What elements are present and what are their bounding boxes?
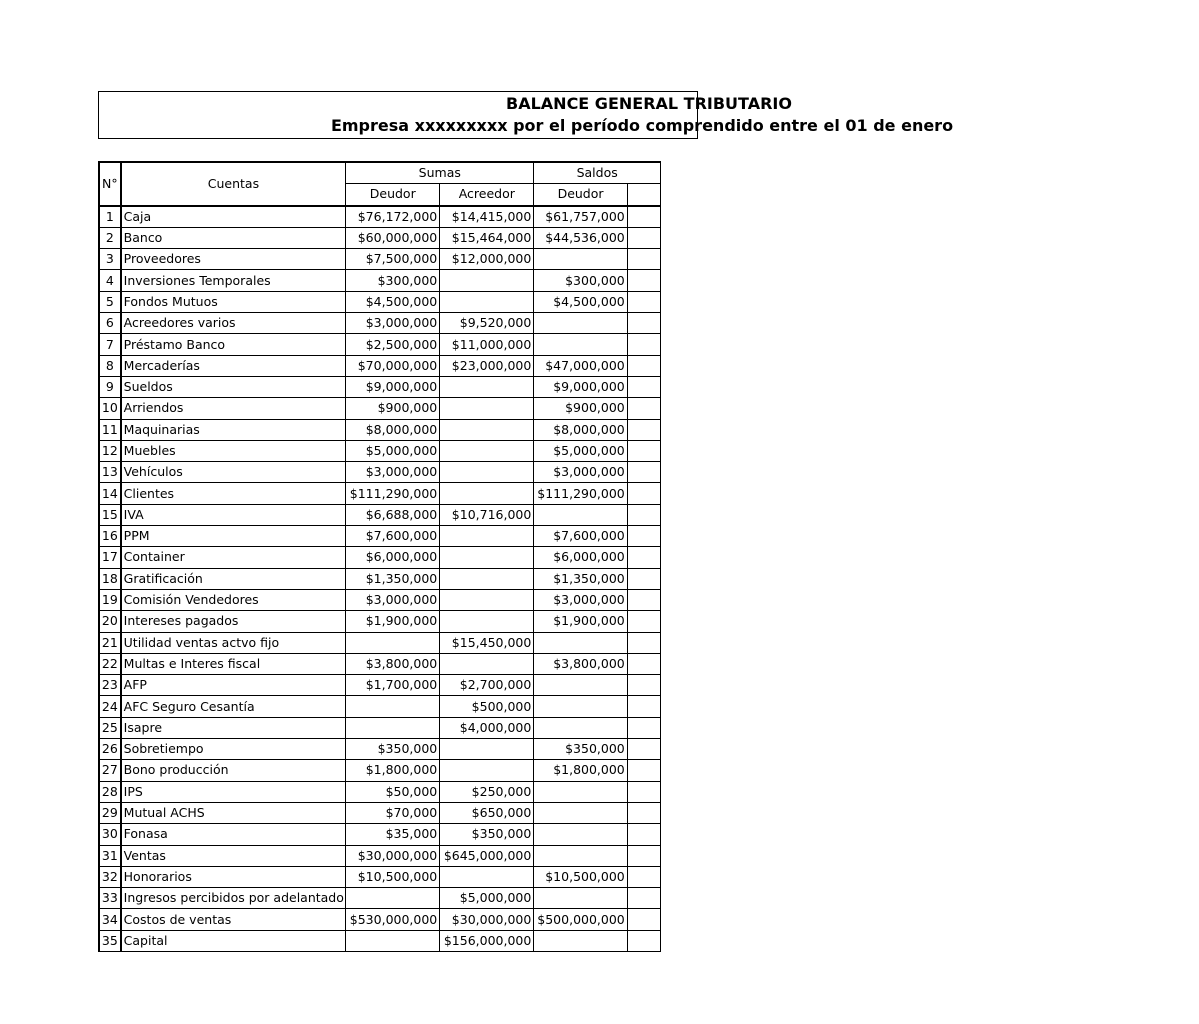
sumas-acreedor-cell[interactable]: $156,000,000 xyxy=(440,930,534,951)
balance-table-header xyxy=(99,162,661,206)
report-subtitle: Empresa xxxxxxxxx por el período comprendido entre el 01 de enero xyxy=(330,116,954,135)
sumas-acreedor-cell[interactable] xyxy=(440,611,534,632)
sumas-acreedor-cell[interactable] xyxy=(440,866,534,887)
saldos-acreedor-cell[interactable] xyxy=(627,313,660,334)
row-number[interactable]: 30 xyxy=(99,824,121,845)
sumas-deudor-cell[interactable]: $1,800,000 xyxy=(346,760,440,781)
saldos-acreedor-cell[interactable] xyxy=(627,717,660,738)
sumas-acreedor-cell[interactable]: $250,000 xyxy=(440,781,534,802)
sumas-acreedor-cell[interactable] xyxy=(440,653,534,674)
sumas-deudor-cell[interactable]: $1,700,000 xyxy=(346,675,440,696)
saldos-acreedor-cell[interactable] xyxy=(627,802,660,823)
sumas-deudor-cell[interactable]: $7,500,000 xyxy=(346,249,440,270)
saldos-deudor-cell[interactable] xyxy=(534,717,627,738)
row-number[interactable]: 21 xyxy=(99,632,121,653)
table-row xyxy=(99,589,661,610)
table-row xyxy=(99,888,661,909)
row-number[interactable]: 14 xyxy=(99,483,121,504)
row-number[interactable]: 17 xyxy=(99,547,121,568)
sumas-deudor-cell[interactable]: $8,000,000 xyxy=(346,419,440,440)
saldos-acreedor-cell[interactable] xyxy=(627,611,660,632)
sumas-deudor-cell[interactable] xyxy=(346,888,440,909)
account-name[interactable]: Capital xyxy=(121,930,346,951)
account-name[interactable]: Gratificación xyxy=(121,568,346,589)
balance-table xyxy=(98,161,661,952)
account-name[interactable]: Honorarios xyxy=(121,866,346,887)
row-number[interactable]: 19 xyxy=(99,589,121,610)
saldos-acreedor-cell[interactable] xyxy=(627,675,660,696)
sumas-deudor-cell[interactable] xyxy=(346,696,440,717)
saldos-deudor-cell[interactable]: $9,000,000 xyxy=(534,376,627,397)
header-sumas-acreedor: Acreedor xyxy=(440,184,534,206)
header-saldos-deudor: Deudor xyxy=(534,184,627,206)
saldos-acreedor-cell[interactable] xyxy=(627,653,660,674)
row-number[interactable]: 22 xyxy=(99,653,121,674)
row-number[interactable]: 16 xyxy=(99,526,121,547)
saldos-deudor-cell[interactable]: $61,757,000 xyxy=(534,206,627,228)
account-name[interactable]: Costos de ventas xyxy=(121,909,346,930)
account-name[interactable]: Mutual ACHS xyxy=(121,802,346,823)
account-name[interactable]: Arriendos xyxy=(121,398,346,419)
sumas-acreedor-cell[interactable] xyxy=(440,440,534,461)
account-name[interactable]: IVA xyxy=(121,504,346,525)
saldos-acreedor-cell[interactable] xyxy=(627,632,660,653)
sumas-deudor-cell[interactable]: $60,000,000 xyxy=(346,227,440,248)
header-sumas: Sumas xyxy=(346,162,534,184)
row-number[interactable]: 24 xyxy=(99,696,121,717)
saldos-acreedor-cell[interactable] xyxy=(627,462,660,483)
sumas-deudor-cell[interactable]: $76,172,000 xyxy=(346,206,440,228)
sumas-deudor-cell[interactable]: $10,500,000 xyxy=(346,866,440,887)
saldos-deudor-cell[interactable]: $1,350,000 xyxy=(534,568,627,589)
saldos-deudor-cell[interactable]: $3,000,000 xyxy=(534,589,627,610)
row-number[interactable]: 27 xyxy=(99,760,121,781)
saldos-acreedor-cell[interactable] xyxy=(627,291,660,312)
table-row xyxy=(99,909,661,930)
sumas-deudor-cell[interactable]: $5,000,000 xyxy=(346,440,440,461)
saldos-deudor-cell[interactable]: $6,000,000 xyxy=(534,547,627,568)
sumas-acreedor-cell[interactable]: $5,000,000 xyxy=(440,888,534,909)
sumas-acreedor-cell[interactable]: $2,700,000 xyxy=(440,675,534,696)
saldos-deudor-cell[interactable] xyxy=(534,824,627,845)
account-name[interactable]: Vehículos xyxy=(121,462,346,483)
account-name[interactable]: Utilidad ventas actvo fijo xyxy=(121,632,346,653)
table-row xyxy=(99,802,661,823)
row-number[interactable]: 23 xyxy=(99,675,121,696)
sumas-acreedor-cell[interactable] xyxy=(440,568,534,589)
saldos-acreedor-cell[interactable] xyxy=(627,888,660,909)
saldos-deudor-cell[interactable]: $3,800,000 xyxy=(534,653,627,674)
sumas-acreedor-cell[interactable]: $12,000,000 xyxy=(440,249,534,270)
row-number[interactable]: 6 xyxy=(99,313,121,334)
sumas-deudor-cell[interactable] xyxy=(346,717,440,738)
sumas-deudor-cell[interactable]: $7,600,000 xyxy=(346,526,440,547)
table-row xyxy=(99,845,661,866)
saldos-acreedor-cell[interactable] xyxy=(627,227,660,248)
saldos-deudor-cell[interactable]: $500,000,000 xyxy=(534,909,627,930)
account-name[interactable]: Intereses pagados xyxy=(121,611,346,632)
table-row xyxy=(99,249,661,270)
row-number[interactable]: 26 xyxy=(99,739,121,760)
saldos-deudor-cell[interactable]: $10,500,000 xyxy=(534,866,627,887)
sumas-acreedor-cell[interactable] xyxy=(440,483,534,504)
row-number[interactable]: 7 xyxy=(99,334,121,355)
table-row xyxy=(99,227,661,248)
sumas-acreedor-cell[interactable] xyxy=(440,419,534,440)
saldos-acreedor-cell[interactable] xyxy=(627,249,660,270)
saldos-acreedor-cell[interactable] xyxy=(627,206,660,228)
account-name[interactable]: Multas e Interes fiscal xyxy=(121,653,346,674)
saldos-deudor-cell[interactable] xyxy=(534,632,627,653)
account-name[interactable]: Caja xyxy=(121,206,346,228)
row-number[interactable]: 4 xyxy=(99,270,121,291)
sumas-deudor-cell[interactable]: $2,500,000 xyxy=(346,334,440,355)
saldos-deudor-cell[interactable]: $350,000 xyxy=(534,739,627,760)
row-number[interactable]: 12 xyxy=(99,440,121,461)
saldos-deudor-cell[interactable]: $47,000,000 xyxy=(534,355,627,376)
saldos-acreedor-cell[interactable] xyxy=(627,334,660,355)
sumas-acreedor-cell[interactable]: $11,000,000 xyxy=(440,334,534,355)
table-row xyxy=(99,483,661,504)
sumas-acreedor-cell[interactable] xyxy=(440,589,534,610)
saldos-deudor-cell[interactable] xyxy=(534,888,627,909)
row-number[interactable]: 3 xyxy=(99,249,121,270)
account-name[interactable]: PPM xyxy=(121,526,346,547)
sumas-acreedor-cell[interactable] xyxy=(440,291,534,312)
row-number[interactable]: 5 xyxy=(99,291,121,312)
saldos-deudor-cell[interactable]: $8,000,000 xyxy=(534,419,627,440)
sumas-deudor-cell[interactable]: $50,000 xyxy=(346,781,440,802)
saldos-acreedor-cell[interactable] xyxy=(627,696,660,717)
table-row xyxy=(99,824,661,845)
row-number[interactable]: 11 xyxy=(99,419,121,440)
table-row xyxy=(99,504,661,525)
sumas-acreedor-cell[interactable] xyxy=(440,398,534,419)
sumas-deudor-cell[interactable]: $900,000 xyxy=(346,398,440,419)
saldos-acreedor-cell[interactable] xyxy=(627,270,660,291)
table-row xyxy=(99,206,661,228)
sumas-acreedor-cell[interactable]: $15,464,000 xyxy=(440,227,534,248)
account-name[interactable]: AFC Seguro Cesantía xyxy=(121,696,346,717)
header-number: N° xyxy=(99,162,121,206)
account-name[interactable]: IPS xyxy=(121,781,346,802)
sumas-acreedor-cell[interactable]: $23,000,000 xyxy=(440,355,534,376)
account-name[interactable]: Bono producción xyxy=(121,760,346,781)
saldos-acreedor-cell[interactable] xyxy=(627,355,660,376)
account-name[interactable]: Mercaderías xyxy=(121,355,346,376)
account-name[interactable]: AFP xyxy=(121,675,346,696)
table-row xyxy=(99,355,661,376)
saldos-acreedor-cell[interactable] xyxy=(627,376,660,397)
sumas-deudor-cell[interactable]: $1,900,000 xyxy=(346,611,440,632)
saldos-deudor-cell[interactable]: $44,536,000 xyxy=(534,227,627,248)
table-row xyxy=(99,653,661,674)
sumas-deudor-cell[interactable]: $30,000,000 xyxy=(346,845,440,866)
account-name[interactable]: Fonasa xyxy=(121,824,346,845)
header-saldos-acreedor xyxy=(627,184,660,206)
table-row xyxy=(99,334,661,355)
saldos-acreedor-cell[interactable] xyxy=(627,781,660,802)
row-number[interactable]: 35 xyxy=(99,930,121,951)
saldos-deudor-cell[interactable] xyxy=(534,930,627,951)
table-row xyxy=(99,866,661,887)
sumas-acreedor-cell[interactable] xyxy=(440,739,534,760)
saldos-acreedor-cell[interactable] xyxy=(627,547,660,568)
table-row xyxy=(99,632,661,653)
table-row xyxy=(99,781,661,802)
row-number[interactable]: 25 xyxy=(99,717,121,738)
saldos-deudor-cell[interactable]: $4,500,000 xyxy=(534,291,627,312)
table-row xyxy=(99,696,661,717)
account-name[interactable]: Inversiones Temporales xyxy=(121,270,346,291)
saldos-deudor-cell[interactable] xyxy=(534,845,627,866)
balance-table-body xyxy=(99,206,661,952)
table-row xyxy=(99,739,661,760)
row-number[interactable]: 31 xyxy=(99,845,121,866)
saldos-deudor-cell[interactable]: $900,000 xyxy=(534,398,627,419)
sumas-deudor-cell[interactable]: $35,000 xyxy=(346,824,440,845)
account-name[interactable]: Sobretiempo xyxy=(121,739,346,760)
sumas-acreedor-cell[interactable] xyxy=(440,462,534,483)
account-name[interactable]: Ventas xyxy=(121,845,346,866)
sumas-deudor-cell[interactable]: $6,000,000 xyxy=(346,547,440,568)
row-number[interactable]: 1 xyxy=(99,206,121,228)
table-row xyxy=(99,440,661,461)
sumas-deudor-cell[interactable]: $111,290,000 xyxy=(346,483,440,504)
saldos-acreedor-cell[interactable] xyxy=(627,398,660,419)
account-name[interactable]: Proveedores xyxy=(121,249,346,270)
saldos-deudor-cell[interactable] xyxy=(534,802,627,823)
account-name[interactable]: Préstamo Banco xyxy=(121,334,346,355)
sumas-acreedor-cell[interactable]: $500,000 xyxy=(440,696,534,717)
account-name[interactable]: Clientes xyxy=(121,483,346,504)
account-name[interactable]: Comisión Vendedores xyxy=(121,589,346,610)
sumas-deudor-cell[interactable] xyxy=(346,930,440,951)
row-number[interactable]: 28 xyxy=(99,781,121,802)
saldos-acreedor-cell[interactable] xyxy=(627,845,660,866)
saldos-acreedor-cell[interactable] xyxy=(627,930,660,951)
saldos-deudor-cell[interactable]: $7,600,000 xyxy=(534,526,627,547)
table-row xyxy=(99,526,661,547)
saldos-deudor-cell[interactable]: $3,000,000 xyxy=(534,462,627,483)
sumas-acreedor-cell[interactable] xyxy=(440,526,534,547)
table-row xyxy=(99,547,661,568)
sumas-acreedor-cell[interactable]: $9,520,000 xyxy=(440,313,534,334)
saldos-acreedor-cell[interactable] xyxy=(627,760,660,781)
saldos-deudor-cell[interactable] xyxy=(534,504,627,525)
header-saldos: Saldos xyxy=(534,162,661,184)
header-sumas-deudor: Deudor xyxy=(346,184,440,206)
row-number[interactable]: 10 xyxy=(99,398,121,419)
row-number[interactable]: 2 xyxy=(99,227,121,248)
saldos-deudor-cell[interactable]: $300,000 xyxy=(534,270,627,291)
saldos-acreedor-cell[interactable] xyxy=(627,568,660,589)
saldos-acreedor-cell[interactable] xyxy=(627,909,660,930)
saldos-acreedor-cell[interactable] xyxy=(627,419,660,440)
sumas-acreedor-cell[interactable]: $650,000 xyxy=(440,802,534,823)
sumas-acreedor-cell[interactable]: $15,450,000 xyxy=(440,632,534,653)
row-number[interactable]: 34 xyxy=(99,909,121,930)
saldos-deudor-cell[interactable] xyxy=(534,334,627,355)
sumas-deudor-cell[interactable]: $530,000,000 xyxy=(346,909,440,930)
saldos-acreedor-cell[interactable] xyxy=(627,739,660,760)
saldos-deudor-cell[interactable]: $1,900,000 xyxy=(534,611,627,632)
saldos-deudor-cell[interactable]: $111,290,000 xyxy=(534,483,627,504)
report-header xyxy=(98,91,954,139)
saldos-acreedor-cell[interactable] xyxy=(627,526,660,547)
saldos-deudor-cell[interactable]: $5,000,000 xyxy=(534,440,627,461)
row-number[interactable]: 32 xyxy=(99,866,121,887)
account-name[interactable]: Maquinarias xyxy=(121,419,346,440)
sumas-acreedor-cell[interactable] xyxy=(440,760,534,781)
header-account: Cuentas xyxy=(121,162,346,206)
saldos-acreedor-cell[interactable] xyxy=(627,824,660,845)
table-row xyxy=(99,611,661,632)
account-name[interactable]: Container xyxy=(121,547,346,568)
saldos-deudor-cell[interactable] xyxy=(534,249,627,270)
saldos-acreedor-cell[interactable] xyxy=(627,866,660,887)
table-row xyxy=(99,462,661,483)
row-number[interactable]: 20 xyxy=(99,611,121,632)
table-row xyxy=(99,270,661,291)
sumas-deudor-cell[interactable] xyxy=(346,632,440,653)
table-row xyxy=(99,398,661,419)
table-row xyxy=(99,376,661,397)
account-name[interactable]: Fondos Mutuos xyxy=(121,291,346,312)
sumas-deudor-cell[interactable]: $3,000,000 xyxy=(346,462,440,483)
row-number[interactable]: 8 xyxy=(99,355,121,376)
table-row xyxy=(99,291,661,312)
sumas-deudor-cell[interactable]: $3,000,000 xyxy=(346,589,440,610)
table-row xyxy=(99,419,661,440)
saldos-deudor-cell[interactable] xyxy=(534,675,627,696)
account-name[interactable]: Banco xyxy=(121,227,346,248)
sumas-deudor-cell[interactable]: $300,000 xyxy=(346,270,440,291)
sumas-acreedor-cell[interactable] xyxy=(440,376,534,397)
sumas-deudor-cell[interactable]: $3,000,000 xyxy=(346,313,440,334)
account-name[interactable]: Muebles xyxy=(121,440,346,461)
saldos-acreedor-cell[interactable] xyxy=(627,483,660,504)
sumas-acreedor-cell[interactable]: $4,000,000 xyxy=(440,717,534,738)
saldos-deudor-cell[interactable] xyxy=(534,781,627,802)
sumas-deudor-cell[interactable]: $4,500,000 xyxy=(346,291,440,312)
sumas-acreedor-cell[interactable]: $14,415,000 xyxy=(440,206,534,228)
account-name[interactable]: Isapre xyxy=(121,717,346,738)
saldos-acreedor-cell[interactable] xyxy=(627,440,660,461)
sumas-acreedor-cell[interactable] xyxy=(440,547,534,568)
account-name[interactable]: Sueldos xyxy=(121,376,346,397)
sumas-acreedor-cell[interactable] xyxy=(440,270,534,291)
row-number[interactable]: 29 xyxy=(99,802,121,823)
table-row xyxy=(99,760,661,781)
sumas-acreedor-cell[interactable]: $10,716,000 xyxy=(440,504,534,525)
sumas-acreedor-cell[interactable]: $30,000,000 xyxy=(440,909,534,930)
saldos-acreedor-cell[interactable] xyxy=(627,589,660,610)
sumas-acreedor-cell[interactable]: $350,000 xyxy=(440,824,534,845)
saldos-deudor-cell[interactable]: $1,800,000 xyxy=(534,760,627,781)
saldos-deudor-cell[interactable] xyxy=(534,696,627,717)
row-number[interactable]: 18 xyxy=(99,568,121,589)
row-number[interactable]: 9 xyxy=(99,376,121,397)
saldos-acreedor-cell[interactable] xyxy=(627,504,660,525)
sumas-deudor-cell[interactable]: $6,688,000 xyxy=(346,504,440,525)
sumas-deudor-cell[interactable]: $9,000,000 xyxy=(346,376,440,397)
sumas-deudor-cell[interactable]: $3,800,000 xyxy=(346,653,440,674)
row-number[interactable]: 33 xyxy=(99,888,121,909)
row-number[interactable]: 13 xyxy=(99,462,121,483)
sumas-deudor-cell[interactable]: $1,350,000 xyxy=(346,568,440,589)
report-title: BALANCE GENERAL TRIBUTARIO xyxy=(506,94,792,113)
table-row xyxy=(99,717,661,738)
sumas-deudor-cell[interactable]: $70,000,000 xyxy=(346,355,440,376)
sumas-deudor-cell[interactable]: $350,000 xyxy=(346,739,440,760)
row-number[interactable]: 15 xyxy=(99,504,121,525)
account-name[interactable]: Ingresos percibidos por adelantado xyxy=(121,888,346,909)
saldos-deudor-cell[interactable] xyxy=(534,313,627,334)
sumas-acreedor-cell[interactable]: $645,000,000 xyxy=(440,845,534,866)
table-row xyxy=(99,313,661,334)
account-name[interactable]: Acreedores varios xyxy=(121,313,346,334)
table-row xyxy=(99,568,661,589)
table-row xyxy=(99,930,661,951)
table-row xyxy=(99,675,661,696)
sumas-deudor-cell[interactable]: $70,000 xyxy=(346,802,440,823)
